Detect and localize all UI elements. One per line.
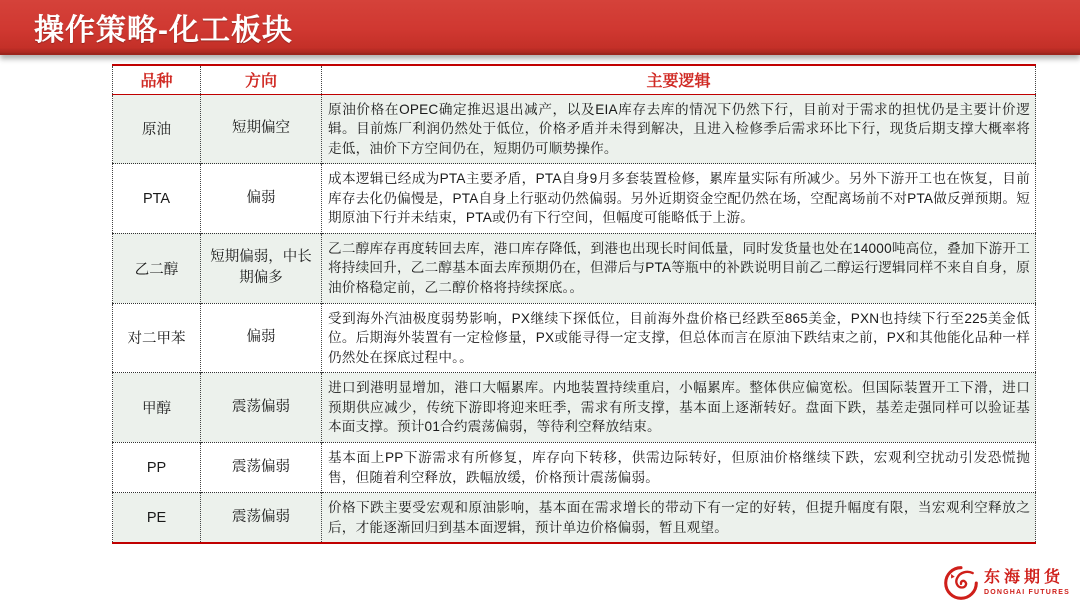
direction-cell: 短期偏弱，中长期偏多 (201, 233, 322, 303)
variety-cell: PE (113, 493, 201, 544)
table-row (113, 164, 1036, 234)
logo-english-name: DONGHAI FUTURES (983, 589, 1070, 596)
column-header-logic: 主要逻辑 (322, 65, 1036, 94)
donghai-dragon-icon (943, 565, 979, 601)
direction-cell: 偏弱 (201, 164, 322, 234)
page-header-banner (0, 0, 1080, 55)
logic-cell: 受到海外汽油极度弱势影响，PX继续下探低位，目前海外盘价格已经跌至865美金，PXN也持续下行至225美金低位。后期海外装置有一定检修量，PX或能寻得一定支撑，但总体而言在原油下跌结束之前，PX和其他能化品种一样仍然处在探底过程中。。 (322, 303, 1036, 373)
page-title: 操作策略-化工板块 (34, 13, 293, 47)
variety-cell: 原油 (113, 94, 201, 164)
direction-cell: 震荡偏弱 (201, 442, 322, 492)
column-header-direction: 方向 (201, 65, 322, 94)
variety-cell: 对二甲苯 (113, 303, 201, 373)
variety-cell: PP (113, 442, 201, 492)
logic-cell: 进口到港明显增加，港口大幅累库。内地装置持续重启，小幅累库。整体供应偏宽松。但国际装置开工下滑，进口预期供应减少，传统下游即将迎来旺季，需求有所支撑，基本面上逐渐转好。盘面下跌，基差走强同样可以验证基本面支撑。预计01合约震荡偏弱，等待利空释放结束。 (322, 373, 1036, 443)
table-header-row (113, 65, 1036, 94)
direction-cell: 偏弱 (201, 303, 322, 373)
logo-chinese-name: 东海期货 (983, 569, 1064, 586)
table-row (113, 94, 1036, 164)
logic-cell: 乙二醇库存再度转回去库，港口库存降低，到港也出现长时间低量，同时发货量也处在14000吨高位，叠加下游开工将持续回升，乙二醇基本面去库预期仍在，但滞后与PTA等瓶中的补跌说明目前乙二醇运行逻辑同样不来自自身，原油价格稳定前，乙二醇价格将持续探底。。 (322, 233, 1036, 303)
variety-cell: 甲醇 (113, 373, 201, 443)
variety-cell: PTA (113, 164, 201, 234)
strategy-table (112, 64, 1036, 544)
company-logo (943, 565, 1070, 601)
table-row (113, 373, 1036, 443)
direction-cell: 震荡偏弱 (201, 373, 322, 443)
logic-cell: 原油价格在OPEC确定推迟退出减产，以及EIA库存去库的情况下仍然下行，目前对于需求的担忧仍是主要计价逻辑。目前炼厂利润仍然处于低位，价格矛盾并未得到解决，且进入检修季后需求环比下行，现货后期支撑大概率将走低，油价下方空间仍在，短期仍可顺势操作。 (322, 94, 1036, 164)
table-row (113, 303, 1036, 373)
logic-cell: 基本面上PP下游需求有所修复，库存向下转移，供需边际转好，但原油价格继续下跌，宏观利空扰动引发恐慌抛售，但随着利空释放，跌幅放缓，价格预计震荡偏弱。 (322, 442, 1036, 492)
logic-cell: 价格下跌主要受宏观和原油影响，基本面在需求增长的带动下有一定的好转，但提升幅度有限，当宏观利空释放之后，才能逐渐回归到基本面逻辑，预计单边价格偏弱，暂且观望。 (322, 493, 1036, 544)
table-row (113, 493, 1036, 544)
logic-cell: 成本逻辑已经成为PTA主要矛盾，PTA自身9月多套装置检修，累库量实际有所减少。另外下游开工也在恢复，目前库存去化仍偏慢是，PTA自身上行驱动仍然偏弱。另外近期资金空配仍然在场，空配离场前不对PTA做反弹预期。短期原油下行并未结束，PTA或仍有下行空间，但幅度可能略低于上游。 (322, 164, 1036, 234)
direction-cell: 短期偏空 (201, 94, 322, 164)
table-row (113, 442, 1036, 492)
direction-cell: 震荡偏弱 (201, 493, 322, 544)
column-header-variety: 品种 (113, 65, 201, 94)
logo-text-block (984, 570, 1070, 596)
variety-cell: 乙二醇 (113, 233, 201, 303)
table-row (113, 233, 1036, 303)
